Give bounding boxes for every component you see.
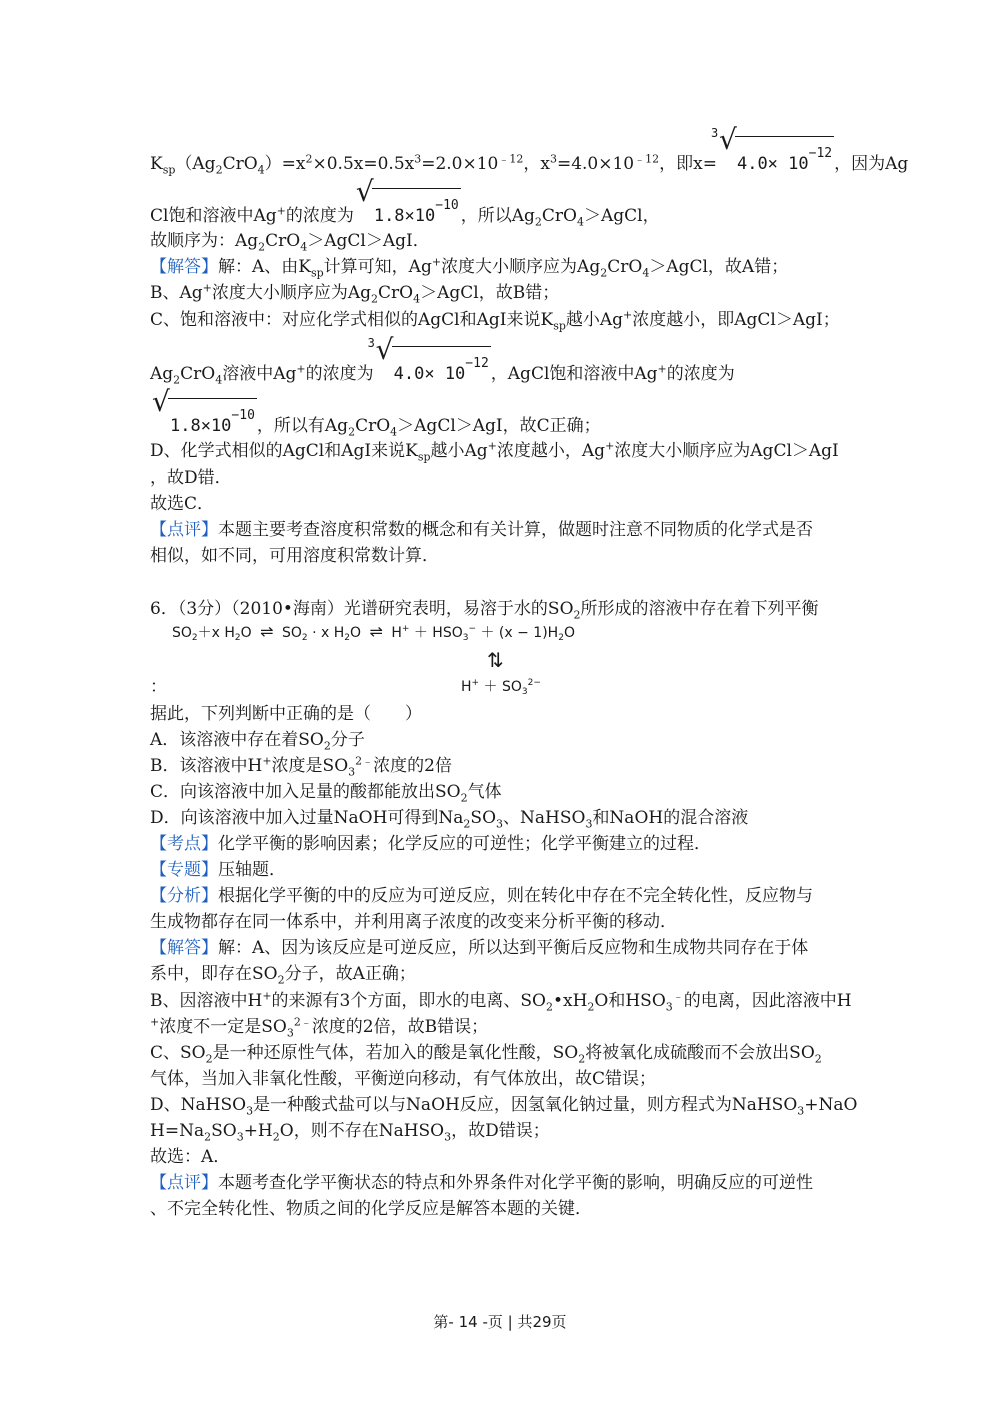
jieda-c-line: C、$SO_2$是一种还原性气体，若加入的酸是氧化性酸，$SO_2$将被氧化成硫酸而不会放出$SO_2$ — [150, 1043, 822, 1066]
line-answer-d-end: ，故D错． — [150, 468, 232, 488]
equilibrium-arrow: ⇌ — [260, 622, 274, 641]
line-answer-b: B、Ag+浓度大小顺序应为$Ag_2CrO_4>AgCl$，故B错； — [150, 281, 560, 306]
question-prompt: 据此，下列判断中正确的是（ ） — [150, 704, 422, 724]
cube-root-expression: 3 √ $4.0\times 10^{-12}$ — [710, 123, 833, 174]
comment-tag: 【点评】 — [150, 520, 218, 540]
kaodian-line: 【考点】化学平衡的影响因素；化学反应的可逆性；化学平衡建立的过程． — [150, 834, 711, 854]
dianping-line: 【点评】本题考查化学平衡状态的特点和外界条件对化学平衡的影响，明确反应的可逆性 — [150, 1173, 813, 1193]
square-root-expression: √ $1.8\times 10^{-10}$ — [355, 175, 459, 226]
line-agcl-concentration: Cl饱和溶液中Ag+的浓度为 √ $1.8\times 10^{-10}$，所以$Ag_2CrO_4>AgCl$， — [150, 175, 660, 229]
jieda-b-line: B、因溶液中H+的来源有3个方面，即水的电离、$SO_2•xH_2O$和$HSO_3^﹣$的电离，因此溶液中H — [150, 989, 852, 1014]
vertical-equilibrium-arrow: ⇅ — [487, 648, 504, 672]
fenxi-tag: 【分析】 — [150, 886, 218, 906]
kaodian-tag: 【考点】 — [150, 834, 218, 854]
jieda-d-line: D、NaHSO$_3$是一种酸式盐可以与NaOH反应，因氢氧化钠过量，则方程式为NaHSO$_3$+NaO — [150, 1095, 858, 1118]
line-answer-c-conclusion: √ $1.8\times 10^{-10}$，所以有$Ag_2CrO_4>AgCl>AgI$，故C正确； — [152, 385, 601, 439]
line-ksp-ag2cro4: $K_{sp}(Ag_2CrO_4)=x^2\times 0.5x=0.5x^3=2.0\times 10^{﹣12}$，$x^3=4.0\times 10^{﹣12}$，即x= 3 √ $4.0\times 10^{-12}$，因为Ag — [150, 123, 909, 177]
page-footer: 第- 14 -页 | 共29页 — [433, 1313, 567, 1331]
question-6-stem: 6．（3分）（2010•海南）光谱研究表明，易溶于水的$SO_2$所形成的溶液中存在着下列平衡 — [150, 599, 819, 622]
line-answer-a: 【解答】解：A、由$K_{sp}$计算可知，Ag+浓度大小顺序应为$Ag_2CrO_4>AgCl$，故A错； — [150, 255, 789, 280]
line-answer-d: D、化学式相似的AgCl和AgI来说$K_{sp}$越小Ag+浓度越小，Ag+浓度大小顺序应为AgCl＞AgI — [150, 439, 839, 464]
fenxi-line: 【分析】根据化学平衡的中的反应为可逆反应，则在转化中存在不完全转化性，反应物与 — [150, 886, 813, 906]
jieda-c-line-2: 气体，当加入非氧化性酸，平衡逆向移动，有气体放出，故C错误； — [150, 1069, 657, 1089]
zhuanti-line: 【专题】压轴题． — [150, 860, 286, 880]
choose-a-line: 故选：A． — [150, 1147, 231, 1167]
zhuanti-tag: 【专题】 — [150, 860, 218, 880]
cube-root-expression: 3 √ $4.0\times 10^{-12}$ — [367, 333, 489, 384]
fenxi-line-2: 生成物都存在同一体系中，并利用离子浓度的改变来分析平衡的移动． — [150, 912, 677, 932]
equilibrium-equation: $SO_2+x$ $H_2O$ ⇌ $SO_2 \cdot x$ $H_2O$ ⇌ $H^+ + HSO_3^- + (x - 1)H_2O$ — [172, 622, 575, 643]
line-order: 故顺序为：$Ag_2CrO_4>AgCl>AgI$． — [150, 231, 430, 254]
dianping-tag: 【点评】 — [150, 1173, 218, 1193]
colon: ： — [150, 677, 167, 697]
equilibrium-arrow: ⇌ — [369, 622, 383, 641]
dianping-line-2: 、不完全转化性、物质之间的化学反应是解答本题的关键． — [150, 1199, 592, 1219]
option-c: C．向该溶液中加入足量的酸都能放出$SO_2$气体 — [150, 782, 502, 805]
line-comment-2: 相似，如不同，可用溶度积常数计算． — [150, 546, 439, 566]
option-d: D．向该溶液中加入过量NaOH可得到$Na_2SO_3$、NaHSO$_3$和NaOH的混合溶液 — [150, 808, 749, 831]
line-answer-c-ag2cro4: $Ag_2CrO_4$溶液中Ag+的浓度为 3 √ $4.0\times 10^{-12}$，AgCl饱和溶液中Ag+的浓度为 — [150, 333, 735, 387]
option-a: A．该溶液中存在着$SO_2$分子 — [150, 730, 365, 753]
jieda-d-line-2: $H=Na_2SO_3+H_2O$，则不存在NaHSO$_3$，故D错误； — [150, 1121, 550, 1144]
square-root-expression: √ $1.8\times 10^{-10}$ — [152, 385, 255, 436]
option-b: B．该溶液中H+浓度是$SO_3^{2﹣}$浓度的2倍 — [150, 754, 452, 779]
jieda-line-2: 系中，即存在$SO_2$分子，故A正确； — [150, 964, 416, 987]
answer-tag: 【解答】 — [150, 257, 218, 277]
line-choose-c: 故选C． — [150, 494, 215, 514]
jieda-b-line-2: +浓度不一定是$SO_3^{2﹣}$浓度的2倍，故B错误； — [150, 1015, 489, 1040]
line-comment: 【点评】本题主要考查溶度积常数的概念和有关计算，做题时注意不同物质的化学式是否 — [150, 520, 813, 540]
jieda-tag: 【解答】 — [150, 938, 218, 958]
equilibrium-products: $H^+ + SO_3^{2-}$ — [461, 678, 541, 697]
line-answer-c: C、饱和溶液中：对应化学式相似的AgCl和AgI来说$K_{sp}$越小Ag+浓度越小，即AgCl＞AgI； — [150, 308, 840, 333]
jieda-line: 【解答】解：A、因为该反应是可逆反应，所以达到平衡后反应物和生成物共同存在于体 — [150, 938, 809, 958]
